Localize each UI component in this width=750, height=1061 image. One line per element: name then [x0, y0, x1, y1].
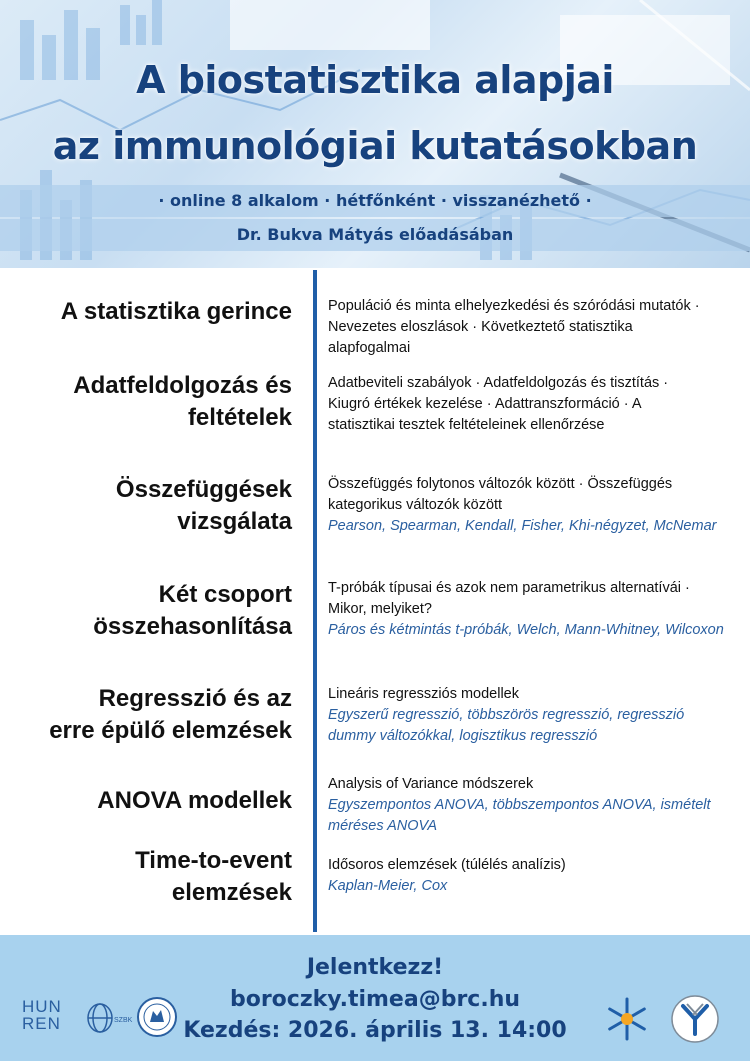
subtitle: · online 8 alkalom · hétfőnként · visszanézhető · [158, 191, 592, 210]
presenter: Dr. Bukva Mátyás előadásában [236, 225, 514, 244]
section-title: Regresszió és az erre épülő elemzések [49, 685, 292, 744]
section-body: Lineáris regressziós modellek Egyszerű regresszió, többszörös regresszió, regresszió dummy változókkal, logisztikus regresszió [328, 686, 685, 744]
cta-heading: Jelentkezz! [306, 955, 444, 980]
antibody-logo-icon [670, 994, 720, 1044]
snowflake-logo-icon [604, 996, 650, 1042]
section-body: Összefüggés folytonos változók között · Összefüggés kategorikus változók között Pearson, Spearman, Kendall, Fisher, Khi-négyzet, McNemar [328, 476, 717, 534]
szbk-logo [84, 1000, 133, 1036]
university-seal-icon [136, 996, 178, 1038]
section-body: Populáció és minta elhelyezkedési és szóródási mutatók · Nevezetes eloszlások · Következtető statisztika alapfogalmai [328, 298, 700, 356]
section-body: Adatbeviteli szabályok · Adatfeldolgozás és tisztítás · Kiugró értékek kezelése · Adattranszformáció · A statisztikai tesztek feltételeinek ellenőrzése [328, 375, 669, 433]
section-title: Adatfeldolgozás és feltételek [73, 372, 292, 431]
vertical-divider [313, 270, 317, 932]
title-line-2: az immunológiai kutatásokban [52, 124, 698, 168]
section-title: A statisztika gerince [60, 298, 292, 325]
svg-text:SZBK: SZBK [114, 1017, 133, 1024]
section-body: T-próbák típusai és azok nem parametrikus alternatívái · Mikor, melyiket? Páros és kétmintás t-próbák, Welch, Mann-Whitney, Wilcoxon [328, 580, 724, 638]
section-body: Idősoros elemzések (túlélés analízis) Kaplan-Meier, Cox [328, 857, 566, 894]
section-title: Time-to-event elemzések [135, 847, 292, 906]
contact-email[interactable]: boroczky.timea@brc.hu [229, 987, 521, 1012]
title-line-1: A biostatisztika alapjai [136, 58, 614, 102]
section-title: Két csoport összehasonlítása [93, 581, 292, 640]
section-body: Analysis of Variance módszerek Egyszempontos ANOVA, többszempontos ANOVA, ismételt méréses ANOVA [328, 776, 711, 834]
section-title: Összefüggések vizsgálata [115, 476, 292, 535]
section-title: ANOVA modellek [97, 787, 292, 814]
hun-ren-logo: HUN REN [22, 997, 62, 1033]
start-date: Kezdés: 2026. április 13. 14:00 [183, 1018, 567, 1043]
